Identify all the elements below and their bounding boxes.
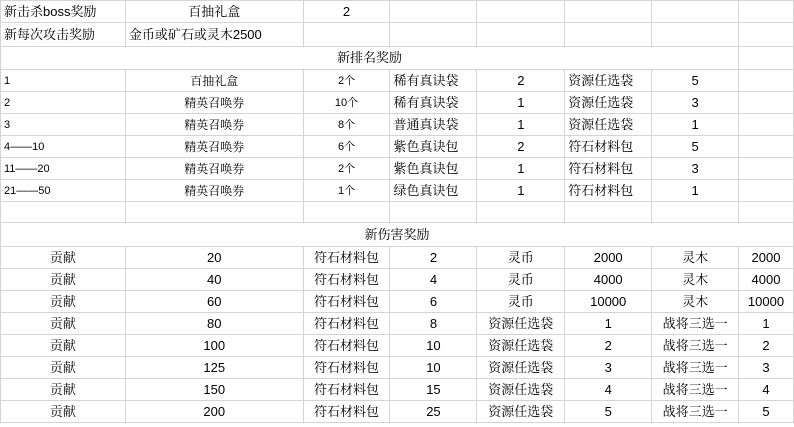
cell[interactable]: 2 [303,1,390,23]
cell[interactable]: 精英召唤券 [125,92,303,114]
cell[interactable]: 资源任选袋 [565,92,652,114]
cell[interactable]: 百抽礼盒 [125,70,303,92]
cell[interactable]: 3 [652,92,739,114]
cell[interactable]: 25 [390,401,477,423]
cell[interactable] [1,202,126,223]
cell[interactable]: 新每次攻击奖励 [1,23,126,47]
cell[interactable]: 4 [390,269,477,291]
cell[interactable]: 贡献 [1,335,126,357]
cell[interactable]: 灵币 [477,291,565,313]
cell[interactable]: 符石材料包 [565,136,652,158]
cell[interactable]: 精英召唤券 [125,136,303,158]
cell[interactable]: 贡献 [1,269,126,291]
cell[interactable]: 普通真诀袋 [390,114,477,136]
attack-row [1,23,794,47]
cell[interactable] [739,1,794,23]
cell[interactable]: 资源任选袋 [565,70,652,92]
cell[interactable] [739,70,794,92]
cell[interactable] [739,23,794,47]
cell[interactable]: 新击杀boss奖励 [1,1,126,23]
cell[interactable] [390,202,477,223]
cell[interactable]: 4 [565,379,652,401]
cell[interactable] [390,1,477,23]
cell[interactable]: 2 [477,136,565,158]
cell[interactable]: 灵木 [652,269,739,291]
cell[interactable]: 战将三选一 [652,313,739,335]
cell[interactable]: 1 [739,313,794,335]
cell[interactable]: 符石材料包 [303,269,390,291]
cell[interactable]: 符石材料包 [303,313,390,335]
cell[interactable]: 1 [652,114,739,136]
cell[interactable] [739,136,794,158]
cell[interactable]: 资源任选袋 [565,114,652,136]
ranking-row [1,70,794,92]
cell[interactable]: 5 [565,401,652,423]
cell[interactable]: 符石材料包 [303,357,390,379]
cell[interactable]: 2个 [303,70,390,92]
cell[interactable]: 精英召唤券 [125,158,303,180]
damage-row [1,401,794,423]
damage-row [1,357,794,379]
cell[interactable]: 15 [390,379,477,401]
cell[interactable] [739,92,794,114]
cell[interactable]: 战将三选一 [652,357,739,379]
cell[interactable]: 8个 [303,114,390,136]
cell[interactable]: 1 [477,158,565,180]
cell[interactable]: 灵币 [477,247,565,269]
damage-row [1,247,794,269]
cell[interactable]: 灵币 [477,269,565,291]
cell[interactable]: 紫色真诀包 [390,158,477,180]
cell[interactable]: 4 [739,379,794,401]
cell[interactable]: 200 [125,401,303,423]
cell[interactable]: 1 [477,92,565,114]
cell[interactable]: 符石材料包 [565,180,652,202]
cell[interactable]: 贡献 [1,313,126,335]
cell[interactable]: 战将三选一 [652,401,739,423]
cell[interactable]: 20 [125,247,303,269]
cell[interactable]: 2000 [565,247,652,269]
cell[interactable] [652,1,739,23]
cell[interactable]: 战将三选一 [652,335,739,357]
cell[interactable]: 1 [652,180,739,202]
cell[interactable]: 10 [390,335,477,357]
cell[interactable]: 1 [1,70,126,92]
cell[interactable]: 金币或矿石或灵木2500 [125,23,303,47]
cell[interactable]: 精英召唤券 [125,114,303,136]
cell[interactable]: 1 [477,180,565,202]
cell[interactable]: 资源任选袋 [477,379,565,401]
cell[interactable]: 符石材料包 [303,401,390,423]
cell[interactable]: 战将三选一 [652,379,739,401]
cell[interactable] [303,202,390,223]
cell[interactable]: 40 [125,269,303,291]
cell[interactable]: 2 [1,92,126,114]
ranking-row [1,136,794,158]
cell[interactable]: 2个 [303,158,390,180]
empty-row [1,202,794,223]
cell[interactable] [477,202,565,223]
cell[interactable]: 贡献 [1,357,126,379]
cell[interactable]: 3 [739,357,794,379]
cell[interactable]: 5 [652,70,739,92]
cell[interactable]: 绿色真诀包 [390,180,477,202]
cell[interactable]: 150 [125,379,303,401]
cell[interactable]: 灵木 [652,247,739,269]
cell[interactable]: 2 [565,335,652,357]
cell[interactable]: 符石材料包 [303,247,390,269]
cell[interactable]: 100 [125,335,303,357]
section-title[interactable]: 新伤害奖励 [1,223,794,247]
cell[interactable]: 1 [477,114,565,136]
cell[interactable]: 资源任选袋 [477,335,565,357]
section-title[interactable]: 新排名奖励 [1,47,739,70]
cell[interactable]: 21——50 [1,180,126,202]
cell[interactable]: 5 [739,401,794,423]
cell[interactable]: 符石材料包 [303,379,390,401]
cell[interactable]: 3 [565,357,652,379]
cell[interactable]: 贡献 [1,291,126,313]
cell[interactable]: 3 [1,114,126,136]
cell[interactable]: 125 [125,357,303,379]
cell[interactable] [739,158,794,180]
cell[interactable]: 10 [390,357,477,379]
cell[interactable]: 资源任选袋 [477,313,565,335]
boss-kill-row [1,1,794,23]
ranking-row [1,114,794,136]
cell[interactable] [739,180,794,202]
cell[interactable]: 符石材料包 [565,158,652,180]
cell[interactable] [390,23,477,47]
cell[interactable]: 4000 [739,269,794,291]
cell[interactable]: 8 [390,313,477,335]
cell[interactable]: 灵木 [652,291,739,313]
ranking-rows [1,70,794,202]
cell[interactable]: 6个 [303,136,390,158]
cell[interactable]: 80 [125,313,303,335]
damage-row [1,269,794,291]
cell[interactable]: 1个 [303,180,390,202]
cell[interactable]: 稀有真诀袋 [390,92,477,114]
cell[interactable] [652,202,739,223]
cell[interactable] [477,1,565,23]
cell[interactable] [477,23,565,47]
cell[interactable]: 60 [125,291,303,313]
cell[interactable]: 10000 [739,291,794,313]
cell[interactable]: 资源任选袋 [477,401,565,423]
cell[interactable]: 10000 [565,291,652,313]
cell[interactable] [565,23,652,47]
cell[interactable]: 贡献 [1,247,126,269]
ranking-row [1,180,794,202]
cell[interactable] [303,23,390,47]
cell[interactable]: 6 [390,291,477,313]
cell[interactable]: 4000 [565,269,652,291]
cell[interactable] [565,1,652,23]
cell[interactable]: 贡献 [1,401,126,423]
cell[interactable]: 5 [652,136,739,158]
cell[interactable] [565,202,652,223]
cell[interactable]: 精英召唤券 [125,180,303,202]
cell[interactable]: 11——20 [1,158,126,180]
damage-row [1,379,794,401]
cell[interactable] [739,47,794,70]
cell[interactable]: 4——10 [1,136,126,158]
cell[interactable]: 2 [739,335,794,357]
cell[interactable]: 2000 [739,247,794,269]
cell[interactable]: 紫色真诀包 [390,136,477,158]
ranking-row [1,158,794,180]
cell[interactable]: 百抽礼盒 [125,1,303,23]
cell[interactable]: 符石材料包 [303,335,390,357]
cell[interactable] [739,202,794,223]
cell[interactable]: 2 [477,70,565,92]
damage-row [1,313,794,335]
cell[interactable]: 3 [652,158,739,180]
cell[interactable] [652,23,739,47]
damage-row [1,291,794,313]
cell[interactable] [739,114,794,136]
cell[interactable]: 资源任选袋 [477,357,565,379]
cell[interactable]: 贡献 [1,379,126,401]
cell[interactable]: 稀有真诀袋 [390,70,477,92]
ranking-row [1,92,794,114]
ranking-title-row [1,47,794,70]
cell[interactable]: 1 [565,313,652,335]
cell[interactable]: 10个 [303,92,390,114]
cell[interactable]: 2 [390,247,477,269]
damage-rows [1,247,794,423]
damage-row [1,335,794,357]
cell[interactable] [125,202,303,223]
damage-title-row [1,223,794,247]
cell[interactable]: 符石材料包 [303,291,390,313]
